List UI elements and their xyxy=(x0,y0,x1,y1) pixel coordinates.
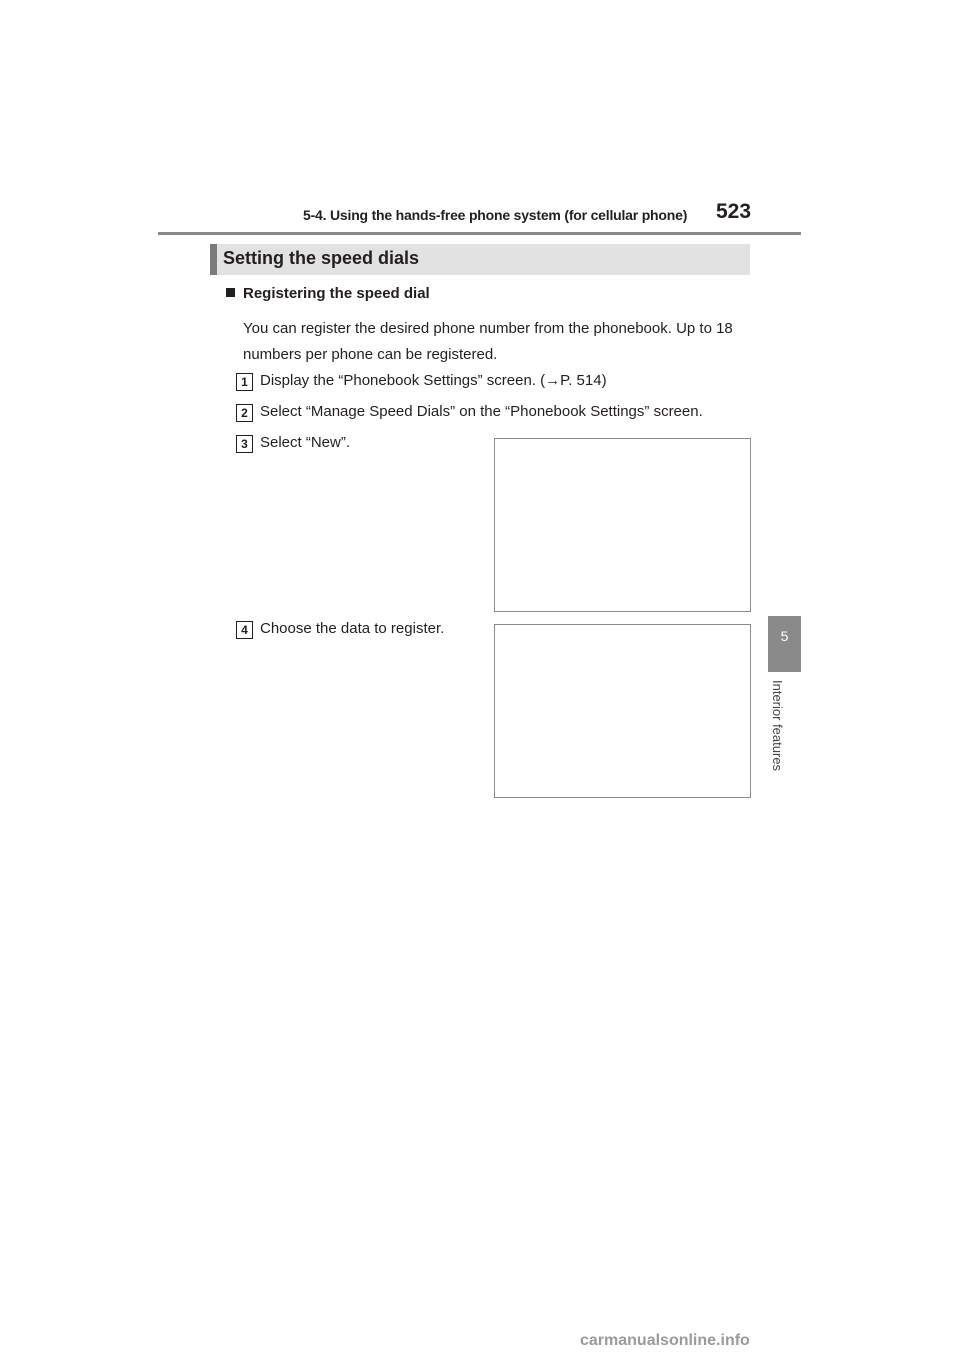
header-divider xyxy=(158,232,801,235)
step-text-4: Choose the data to register. xyxy=(260,620,445,637)
chapter-tab-number: 5 xyxy=(780,628,789,644)
running-header: 5-4. Using the hands-free phone system (for cellular phone) xyxy=(303,207,688,223)
step-number-1: 1 xyxy=(236,373,253,391)
section-title: Setting the speed dials xyxy=(223,248,420,268)
square-bullet-icon xyxy=(226,288,235,297)
step-number-4: 4 xyxy=(236,621,253,639)
chapter-tab-label: Interior features xyxy=(770,680,785,772)
page-number: 523 xyxy=(716,200,752,223)
step-text-2: Select “Manage Speed Dials” on the “Phonebook Settings” screen. xyxy=(260,403,703,420)
step-text-3: Select “New”. xyxy=(260,434,351,451)
chapter-tab xyxy=(768,616,801,672)
section-heading-accent xyxy=(210,244,217,275)
subsection-body: You can register the desired phone number from the phonebook. Up to 18 numbers per phone can be registered. xyxy=(243,320,733,363)
step-number-3: 3 xyxy=(236,435,253,453)
subsection-heading xyxy=(226,285,430,302)
subsection-heading-text: Registering the speed dial xyxy=(243,285,430,302)
footer-watermark: carmanualsonline.info xyxy=(580,1332,750,1349)
step-number-2: 2 xyxy=(236,404,253,422)
step-text-1: Display the “Phonebook Settings” screen. (→P. 514) xyxy=(260,372,607,389)
screen-illustration-new xyxy=(494,438,751,612)
screen-illustration-data xyxy=(494,624,751,798)
